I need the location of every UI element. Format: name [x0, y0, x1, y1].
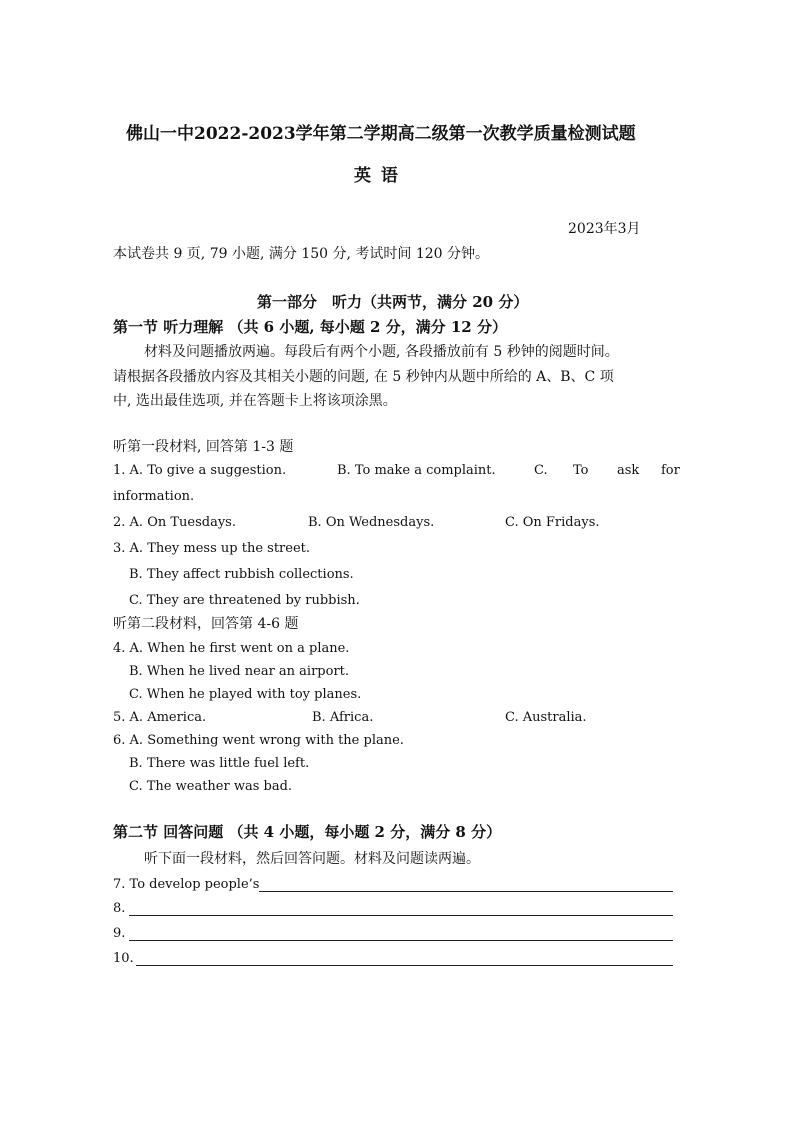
- answer-10-label: 10.: [113, 951, 134, 966]
- q2-option-c: C. On Fridays.: [505, 515, 600, 530]
- q3-option-b: B. They affect rubbish collections.: [129, 567, 354, 582]
- answer-8-label: 8.: [113, 901, 126, 916]
- answer-9-blank[interactable]: [129, 940, 673, 941]
- answer-7-blank[interactable]: [259, 891, 673, 892]
- answer-10-blank[interactable]: [136, 965, 673, 966]
- exam-info: 本试卷共 9 页, 79 小题, 满分 150 分, 考试时间 120 分钟。: [113, 246, 490, 262]
- section1-heading: 第一节 听力理解 （共 6 小题, 每小题 2 分，满分 12 分）: [113, 318, 507, 336]
- answer-9-label: 9.: [113, 926, 126, 941]
- answer-7-label: 7. To develop people’s: [113, 877, 260, 892]
- subject-title: 英 语: [354, 166, 400, 186]
- q5-option-a: 5. A. America.: [113, 710, 207, 725]
- q3-option-c: C. They are threatened by rubbish.: [129, 593, 360, 608]
- q6-option-a: 6. A. Something went wrong with the plane.: [113, 733, 404, 748]
- q1-option-c-word: To: [573, 463, 589, 478]
- q6-option-b: B. There was little fuel left.: [129, 756, 310, 771]
- group1-heading: 听第一段材料, 回答第 1-3 题: [113, 439, 294, 455]
- q1-option-c-word: C.: [534, 463, 548, 478]
- q5-option-b: B. Africa.: [312, 710, 374, 725]
- part1-heading: 第一部分 听力（共两节，满分 20 分）: [257, 293, 529, 311]
- q1-option-a: 1. A. To give a suggestion.: [113, 463, 287, 478]
- answer-8-blank[interactable]: [129, 915, 673, 916]
- q1-option-c-continued: information.: [113, 489, 195, 504]
- q2-option-a: 2. A. On Tuesdays.: [113, 515, 236, 530]
- q1-option-c-word: for: [661, 463, 680, 478]
- q2-option-b: B. On Wednesdays.: [308, 515, 435, 530]
- q5-option-c: C. Australia.: [505, 710, 587, 725]
- q6-option-c: C. The weather was bad.: [129, 779, 293, 794]
- section2-heading: 第二节 回答问题 （共 4 小题，每小题 2 分，满分 8 分）: [113, 823, 502, 841]
- exam-date: 2023年3月: [568, 221, 641, 237]
- q3-option-a: 3. A. They mess up the street.: [113, 541, 310, 556]
- q4-option-c: C. When he played with toy planes.: [129, 687, 362, 702]
- q1-option-c-word: ask: [617, 463, 640, 478]
- q4-option-b: B. When he lived near an airport.: [129, 664, 350, 679]
- exam-title: 佛山一中2022-2023学年第二学期高二级第一次教学质量检测试题: [126, 124, 636, 144]
- group2-heading: 听第二段材料，回答第 4-6 题: [113, 616, 299, 632]
- section1-instruction-line3: 中, 选出最佳选项, 并在答题卡上将该项涂黑。: [113, 393, 397, 409]
- q4-option-a: 4. A. When he first went on a plane.: [113, 641, 350, 656]
- section1-instruction-line1: 材料及问题播放两遍。每段后有两个小题, 各段播放前有 5 秒钟的阅题时间。: [144, 344, 619, 360]
- q1-option-b: B. To make a complaint.: [337, 463, 496, 478]
- section2-instruction: 听下面一段材料，然后回答问题。材料及问题读两遍。: [144, 851, 480, 867]
- section1-instruction-line2: 请根据各段播放内容及其相关小题的问题, 在 5 秒钟内从题中所给的 A、B、C 项: [113, 369, 614, 385]
